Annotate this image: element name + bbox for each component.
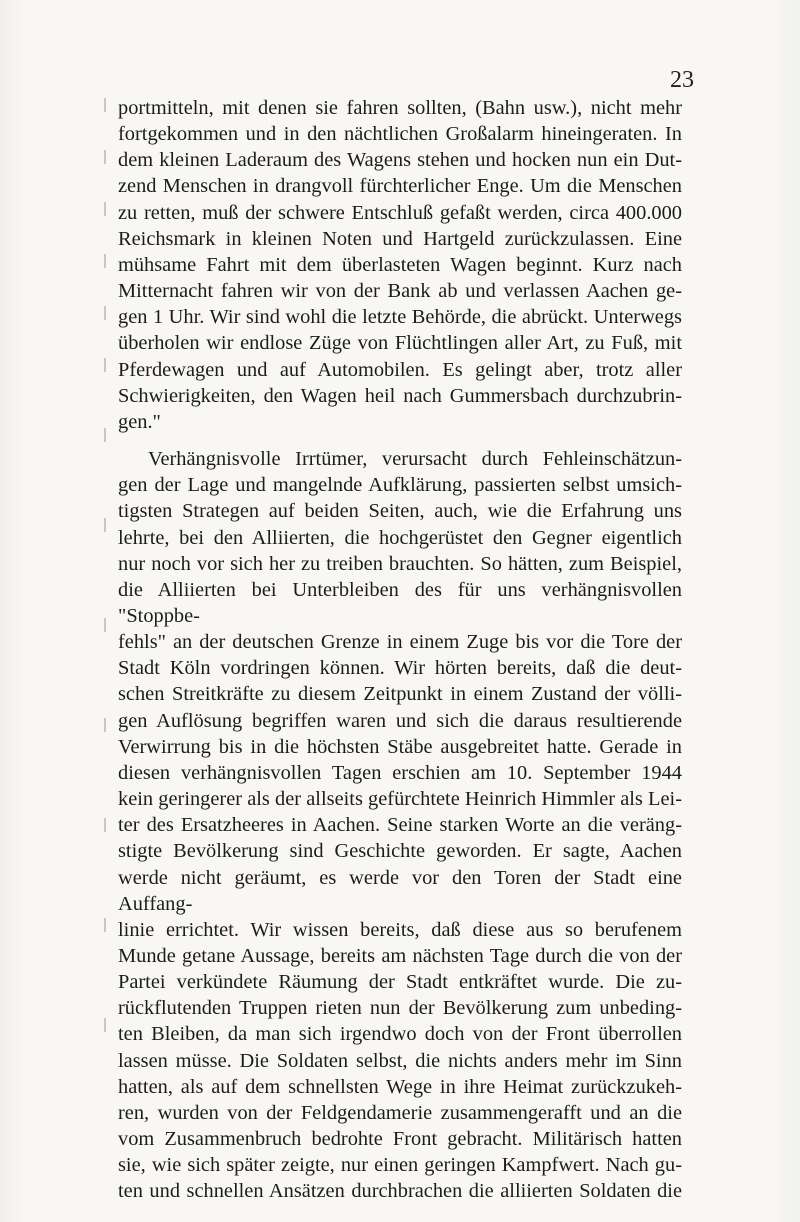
text-line: zu retten, muß der schwere Entschluß gefaßt werden, circa 400.000	[118, 201, 682, 224]
text-line: werde nicht geräumt, es werde vor den Toren der Stadt eine Auffang-	[118, 866, 682, 915]
text-line: linie errichtet. Wir wissen bereits, daß diese aus so berufenem	[118, 918, 682, 941]
text-line: fortgekommen und in den nächtlichen Großalarm hineingeraten. In	[118, 123, 682, 146]
text-line: fehls" an der deutschen Grenze in einem Zuge bis vor die Tore der	[118, 631, 682, 654]
text-line: nur noch vor sich her zu treiben brauchten. So hätten, zum Beispiel,	[118, 552, 682, 575]
margin-mark	[104, 518, 106, 532]
text-line: diesen verhängnisvollen Tagen erschien am 10. September 1944	[118, 761, 682, 784]
paragraph-main	[118, 446, 682, 1205]
paragraph-quote-end	[118, 95, 682, 435]
text-line: Stadt Köln vordringen können. Wir hörten bereits, daß die deut-	[118, 657, 682, 680]
body-text	[118, 95, 682, 1205]
text-line: ter des Ersatzheeres in Aachen. Seine starken Worte an die veräng-	[118, 814, 682, 837]
text-line: rückflutenden Truppen rieten nun der Bevölkerung zum unbeding-	[118, 997, 682, 1020]
text-line: zend Menschen in drangvoll fürchterlicher Enge. Um die Menschen	[118, 175, 682, 198]
text-line: lehrte, bei den Alliierten, die hochgerüstet den Gegner eigentlich	[118, 526, 682, 549]
text-line: Pferdewagen und auf Automobilen. Es gelingt aber, trotz aller	[118, 358, 682, 381]
paragraph-gap	[118, 435, 682, 446]
margin-mark	[104, 254, 106, 268]
margin-mark	[104, 428, 106, 442]
margin-mark	[104, 358, 106, 372]
text-line: gen 1 Uhr. Wir sind wohl die letzte Behörde, die abrückt. Unterwegs	[118, 306, 682, 329]
text-line: überholen wir endlose Züge von Flüchtlingen aller Art, zu Fuß, mit	[118, 332, 682, 355]
text-line: dem kleinen Laderaum des Wagens stehen und hocken nun ein Dut-	[118, 149, 682, 172]
text-line: tigsten Strategen auf beiden Seiten, auch, wie die Erfahrung uns	[118, 500, 682, 523]
text-line: hatten, als auf dem schnellsten Wege in ihre Heimat zurückzukeh-	[118, 1075, 682, 1098]
page-number: 23	[670, 67, 694, 93]
text-line: kein geringerer als der allseits gefürchtete Heinrich Himmler als Lei-	[118, 788, 682, 811]
text-line: portmitteln, mit denen sie fahren sollten, (Bahn usw.), nicht mehr	[118, 97, 682, 119]
margin-mark	[104, 98, 106, 112]
text-line: Partei verkündete Räumung der Stadt entkräftet wurde. Die zu-	[118, 971, 682, 994]
margin-mark	[104, 818, 106, 832]
text-line: gen."	[118, 410, 161, 433]
text-line: Verwirrung bis in die höchsten Stäbe ausgebreitet hatte. Gerade in	[118, 735, 682, 758]
text-line: ren, wurden von der Feldgendamerie zusammengerafft und an die	[118, 1101, 682, 1124]
text-line: sie, wie sich später zeigte, nur einen geringen Kampfwert. Nach gu-	[118, 1154, 682, 1177]
text-line-indented: Verhängnisvolle Irrtümer, verursacht durch Fehleinschätzun-	[148, 448, 682, 471]
margin-mark	[104, 718, 106, 732]
text-line: die Alliierten bei Unterbleiben des für uns verhängnisvollen "Stoppbe-	[118, 578, 682, 627]
text-line: Munde getane Aussage, bereits am nächsten Tage durch die von der	[118, 945, 682, 967]
margin-mark	[104, 202, 106, 216]
margin-mark	[104, 918, 106, 932]
text-line: lassen müsse. Die Soldaten selbst, die nichts anders mehr im Sinn	[118, 1049, 682, 1072]
margin-mark	[104, 150, 106, 164]
text-line: schen Streitkräfte zu diesem Zeitpunkt in einem Zustand der völli-	[118, 683, 682, 706]
margin-mark	[104, 618, 106, 632]
text-line: Reichsmark in kleinen Noten und Hartgeld zurückzulassen. Eine	[118, 227, 682, 250]
text-line: Schwierigkeiten, den Wagen heil nach Gummersbach durchzubrin-	[118, 384, 682, 407]
text-line: ten und schnellen Ansätzen durchbrachen die alliierten Soldaten die	[118, 1180, 682, 1203]
text-line: stigte Bevölkerung sind Geschichte geworden. Er sagte, Aachen	[118, 840, 682, 863]
margin-mark	[104, 306, 106, 320]
text-line: mühsame Fahrt mit dem überlasteten Wagen beginnt. Kurz nach	[118, 253, 682, 276]
text-line: gen der Lage und mangelnde Aufklärung, passierten selbst umsich-	[118, 474, 682, 497]
margin-mark	[104, 1018, 106, 1032]
text-line: Mitternacht fahren wir von der Bank ab und verlassen Aachen ge-	[118, 280, 682, 303]
text-line: ten Bleiben, da man sich irgendwo doch von der Front überrollen	[118, 1023, 682, 1046]
text-line: vom Zusammenbruch bedrohte Front gebracht. Militärisch hatten	[118, 1128, 682, 1151]
text-line: gen Auflösung begriffen waren und sich die daraus resultierende	[118, 709, 682, 732]
